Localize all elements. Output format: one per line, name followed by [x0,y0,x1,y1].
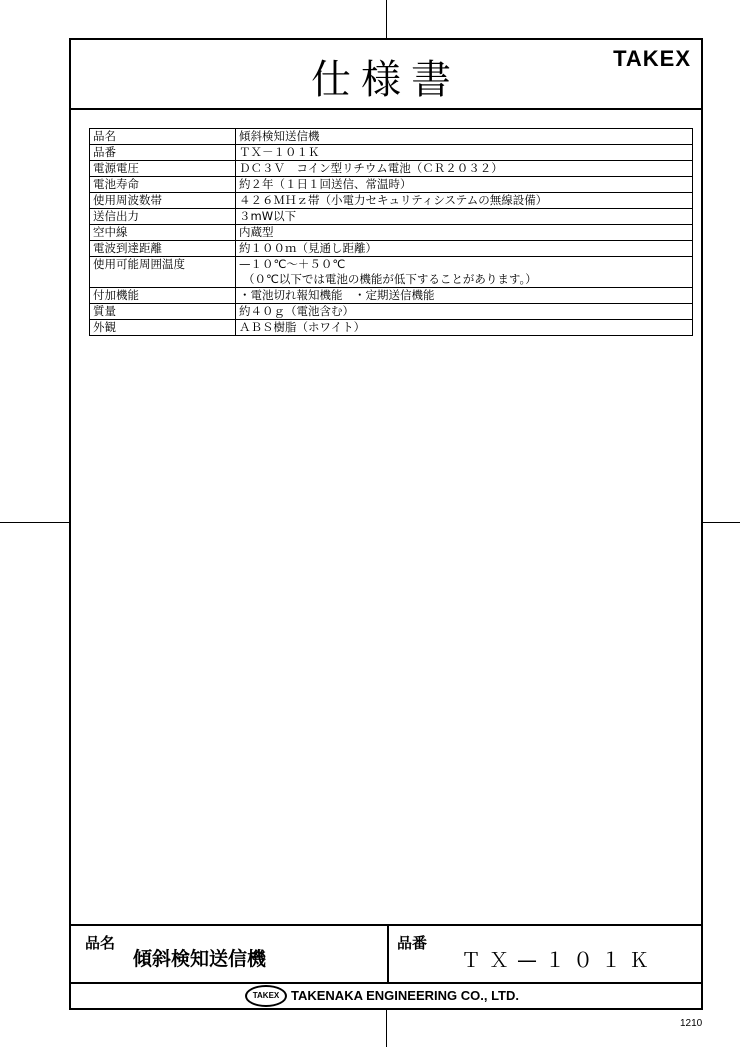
spec-value-line: ・電池切れ報知機能 ・定期送信機能 [239,288,435,302]
crop-mark-right [703,522,740,523]
spec-row [90,304,693,320]
company-logo: TAKEX [245,985,287,1007]
spec-value-line: 約２年（１日１回送信、常温時） [239,177,412,191]
spec-value [236,193,693,209]
spec-value-note: （０℃以下では電池の機能が低下することがあります。） [243,272,537,286]
spec-value-line: ３mW以下 [239,209,297,223]
spec-value-line: 傾斜検知送信機 [239,129,320,143]
spec-value-line: —１０℃～＋５０℃ [239,257,346,271]
spec-table [89,128,693,336]
spec-key: 空中線 [90,225,236,241]
spec-key: 使用周波数帯 [90,193,236,209]
company-block [71,982,701,1012]
spec-key: 品名 [90,129,236,145]
footer-name-value: 傾斜検知送信機 [133,948,267,970]
spec-row [90,320,693,336]
spec-row [90,241,693,257]
document-code: 1210 [680,1018,703,1029]
spec-key: 質量 [90,304,236,320]
footer-product-block [71,924,701,984]
spec-value-line: 約１００ｍ（見通し距離） [239,241,377,255]
spec-value [236,129,693,145]
spec-sheet [69,38,703,1010]
spec-key: 付加機能 [90,288,236,304]
spec-row [90,129,693,145]
page-title: 仕様書 [311,57,461,103]
spec-key: 送信出力 [90,209,236,225]
spec-key: 使用可能周囲温度 [90,257,236,288]
spec-row [90,225,693,241]
spec-value [236,241,693,257]
company-name: TAKENAKA ENGINEERING CO., LTD. [291,988,519,1003]
sheet-header [71,40,701,110]
spec-value-line: 内蔵型 [239,225,274,239]
spec-value [236,320,693,336]
spec-key: 品番 [90,145,236,161]
spec-value [236,225,693,241]
spec-row [90,145,693,161]
spec-value-line: ＴＸ－１０１Ｋ [239,145,320,159]
spec-key: 電波到達距離 [90,241,236,257]
spec-value [236,304,693,320]
spec-value-line: 約４０ｇ（電池含む） [239,304,354,318]
crop-mark-top [386,0,387,38]
spec-row [90,161,693,177]
crop-mark-left [0,522,69,523]
spec-value [236,209,693,225]
spec-row [90,177,693,193]
spec-key: 電源電圧 [90,161,236,177]
spec-value-line: ＤＣ３Ｖ コイン型リチウム電池（ＣＲ２０３２） [239,161,503,175]
crop-mark-bottom [386,1010,387,1047]
spec-value [236,177,693,193]
spec-row [90,193,693,209]
spec-value [236,288,693,304]
spec-row [90,288,693,304]
footer-name-label: 品名 [85,934,116,952]
spec-value [236,161,693,177]
footer-divider [387,926,389,982]
footer-number-label: 品番 [397,934,428,952]
spec-key: 電池寿命 [90,177,236,193]
spec-key: 外観 [90,320,236,336]
footer-number-value: ＴＸ—１０１Ｋ [461,948,657,972]
spec-row [90,209,693,225]
spec-row [90,257,693,288]
spec-value [236,257,693,288]
spec-value-line: ４２６ＭＨｚ帯（小電力セキュリティシステムの無線設備） [239,193,548,207]
spec-value [236,145,693,161]
brand-logo: TAKEX [613,46,691,71]
spec-value-line: ＡＢＳ樹脂（ホワイト） [239,320,366,334]
